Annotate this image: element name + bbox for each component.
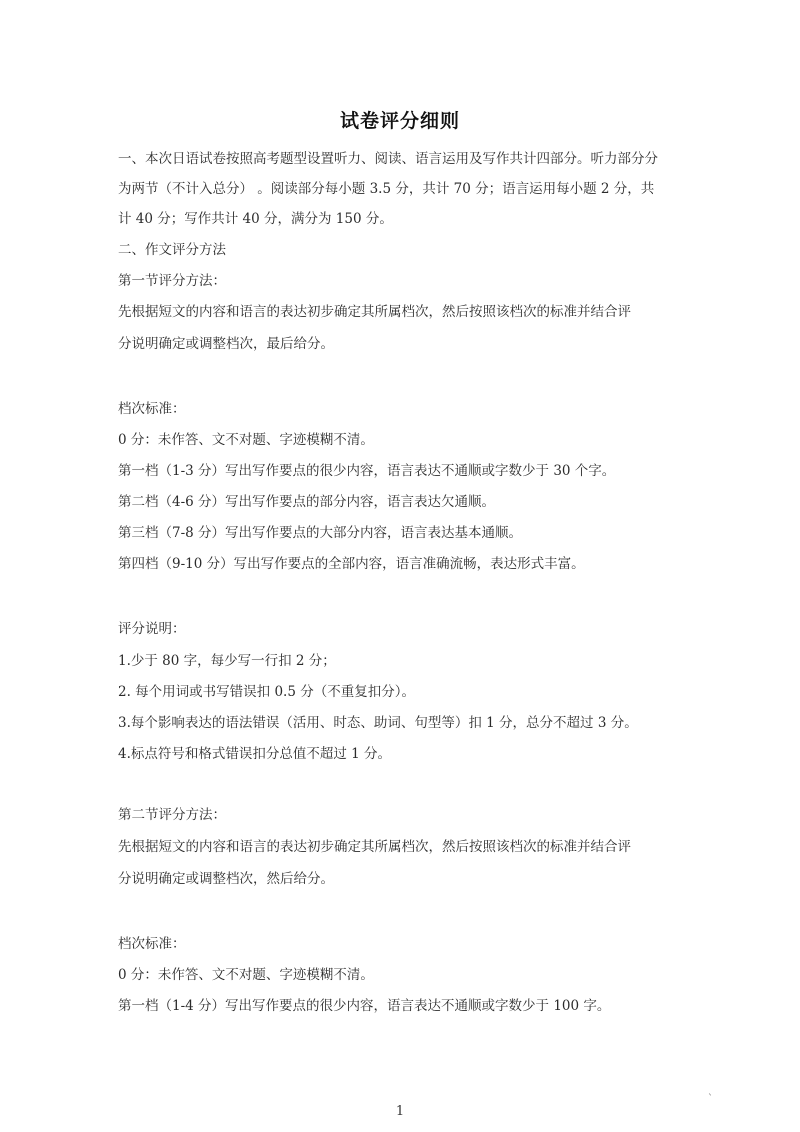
- scoring-note-line: 1.少于 80 字，每少写一行扣 2 分；: [118, 653, 336, 669]
- grade-level-line: 第四档（9-10 分）写出写作要点的全部内容，语言准确流畅，表达形式丰富。: [118, 556, 585, 572]
- body-line: 分说明确定或调整档次，然后给分。: [118, 871, 334, 887]
- grade-level-line: 第二档（4-6 分）写出写作要点的部分内容，语言表达欠通顺。: [118, 494, 496, 510]
- subsection-heading: 第一节评分方法：: [118, 273, 226, 289]
- body-line: 先根据短文的内容和语言的表达初步确定其所属档次，然后按照该档次的标准并结合评: [118, 839, 631, 855]
- scoring-note-line: 2. 每个用词或书写错误扣 0.5 分（不重复扣分）。: [118, 684, 415, 700]
- grade-level-line: 第一档（1-4 分）写出写作要点的很少内容，语言表达不通顺或字数少于 100 字。: [118, 998, 611, 1014]
- body-line: 计 40 分；写作共计 40 分，满分为 150 分。: [118, 211, 393, 227]
- grade-level-line: 第三档（7-8 分）写出写作要点的大部分内容，语言表达基本通顺。: [118, 525, 523, 541]
- subsection-heading: 档次标准：: [118, 401, 186, 417]
- section-heading: 二、作文评分方法: [118, 242, 226, 258]
- grade-level-line: 0 分：未作答、文不对题、字迹模糊不清。: [118, 967, 374, 983]
- scoring-note-line: 4.标点符号和格式错误扣分总值不超过 1 分。: [118, 746, 392, 762]
- body-line: 先根据短文的内容和语言的表达初步确定其所属档次，然后按照该档次的标准并结合评: [118, 304, 631, 320]
- document-title: 试卷评分细则: [339, 110, 460, 132]
- corner-mark: `: [708, 1094, 713, 1105]
- page-number: 1: [395, 1104, 405, 1119]
- subsection-heading: 评分说明：: [118, 621, 186, 637]
- grade-level-line: 第一档（1-3 分）写出写作要点的很少内容，语言表达不通顺或字数少于 30 个字。: [118, 463, 616, 479]
- grade-level-line: 0 分：未作答、文不对题、字迹模糊不清。: [118, 432, 374, 448]
- body-line: 分说明确定或调整档次，最后给分。: [118, 336, 334, 352]
- subsection-heading: 档次标准：: [118, 936, 186, 952]
- subsection-heading: 第二节评分方法：: [118, 807, 226, 823]
- body-line: 为两节（不计入总分） 。阅读部分每小题 3.5 分，共计 70 分；语言运用每小题 2 分，共: [118, 181, 655, 197]
- body-line: 一、本次日语试卷按照高考题型设置听力、阅读、语言运用及写作共计四部分。听力部分分: [118, 151, 658, 167]
- scoring-note-line: 3.每个影响表达的语法错误（活用、时态、助词、句型等）扣 1 分，总分不超过 3 分。: [118, 715, 638, 731]
